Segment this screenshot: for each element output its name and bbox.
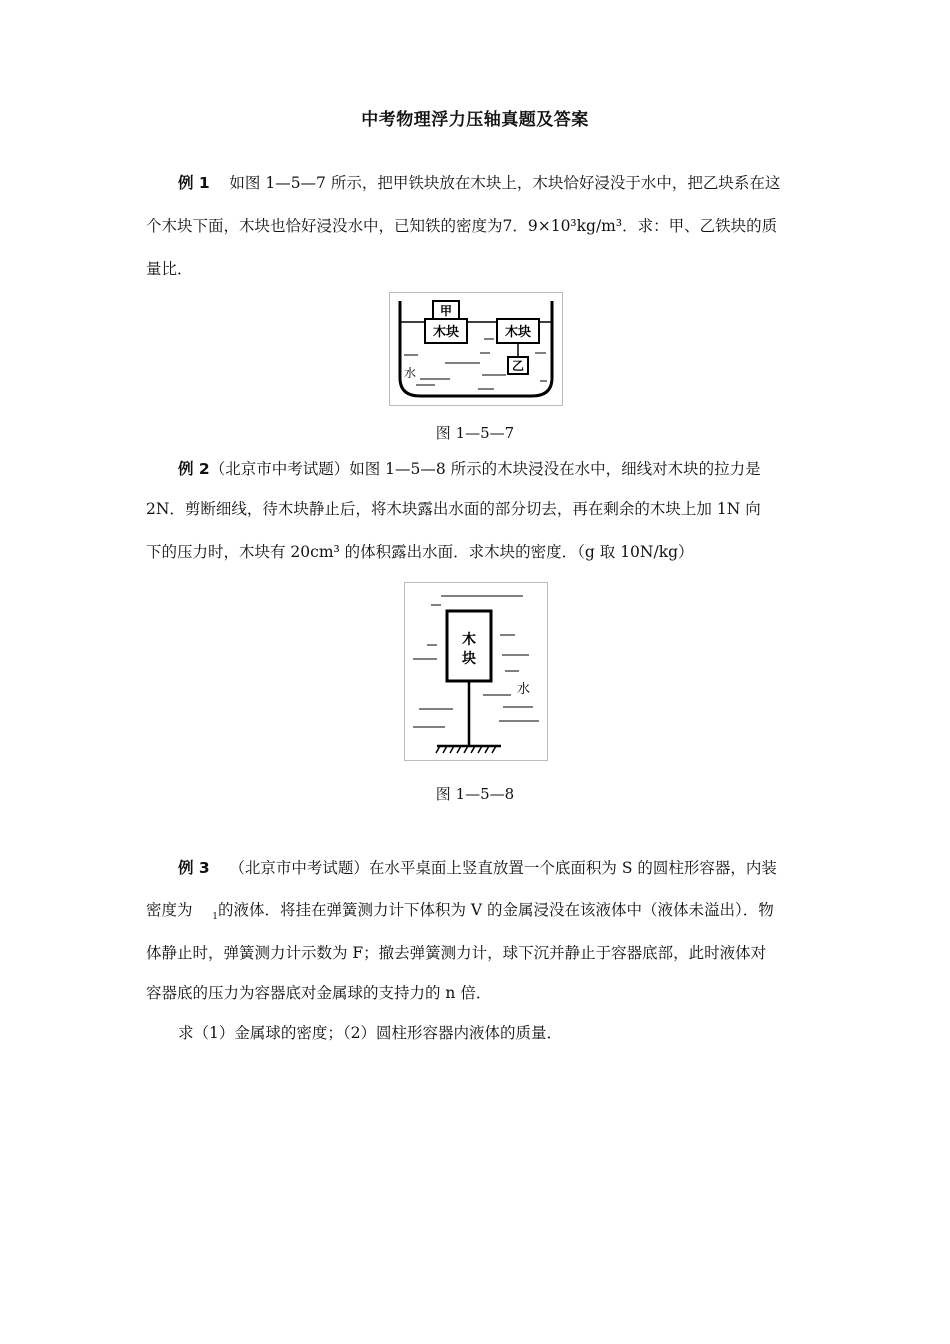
block-label-top: 木	[462, 632, 476, 648]
label-block-right: 木块	[504, 325, 532, 340]
example-2-text-2: 2N．剪断细线，待木块静止后，将木块露出水面的部分切去，再在剩余的木块上加 1N 向	[146, 500, 761, 518]
example-3-line-1	[178, 857, 777, 879]
block-diagram	[405, 583, 547, 760]
example-1-text-1: 如图 1—5—7 所示，把甲铁块放在木块上，木块恰好浸没于水中，把乙块系在这	[229, 174, 781, 192]
container-diagram	[390, 293, 562, 405]
page-title: 中考物理浮力压轴真题及答案	[361, 110, 589, 130]
example-2-text-1: （北京市中考试题）如图 1—5—8 所示的木块浸没在水中，细线对木块的拉力是	[209, 460, 761, 478]
example-3-text-1: （北京市中考试题）在水平桌面上竖直放置一个底面积为 S 的圆柱形容器，内装	[229, 859, 777, 877]
example-1-text-2: 个木块下面，木块也恰好浸没水中，已知铁的密度为7．9×10³kg/m³．求：甲、乙铁块的质	[146, 217, 778, 235]
density-subscript: 1	[212, 912, 218, 922]
example-2-line-1	[178, 458, 761, 480]
label-water-2: 水	[517, 682, 531, 697]
example-3-text-2a: 密度为	[146, 901, 193, 919]
figure-1-caption: 图 1—5—7	[435, 424, 515, 442]
label-yi: 乙	[511, 359, 525, 373]
figure-1-5-8	[404, 582, 548, 761]
label-water: 水	[404, 366, 417, 380]
figure-2-caption: 图 1—5—8	[435, 785, 515, 803]
example-1-line-1	[178, 172, 780, 194]
example-3-text-3: 体静止时，弹簧测力计示数为 F；撤去弹簧测力计，球下沉并静止于容器底部，此时液体对	[146, 944, 767, 962]
example-2-text-3: 下的压力时，木块有 20cm³ 的体积露出水面．求木块的密度．（g 取 10N/kg）	[146, 543, 694, 561]
label-block-left: 木块	[432, 325, 460, 340]
example-1-text-3: 量比．	[146, 260, 193, 278]
example-3-line-2	[146, 899, 774, 928]
example-3-label: 例 3	[178, 859, 210, 877]
example-3-text-4: 容器底的压力为容器底对金属球的支持力的 n 倍．	[146, 984, 492, 1002]
label-jia: 甲	[439, 304, 453, 318]
example-1-label: 例 1	[178, 174, 210, 192]
example-3-text-5: 求（1）金属球的密度；（2）圆柱形容器内液体的质量．	[178, 1024, 562, 1042]
block-label-bottom: 块	[462, 651, 476, 667]
figure-1-5-7	[389, 292, 563, 406]
example-3-text-2b: 的液体．将挂在弹簧测力计下体积为 V 的金属浸没在该液体中（液体未溢出）．物	[217, 901, 774, 919]
example-2-label: 例 2	[178, 460, 210, 478]
